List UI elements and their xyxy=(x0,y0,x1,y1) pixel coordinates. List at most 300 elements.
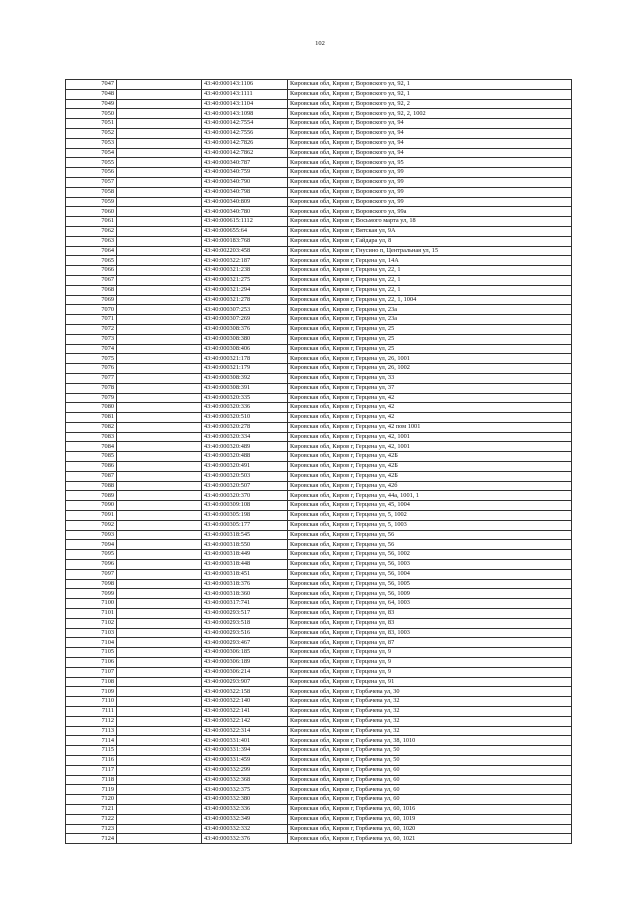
table-row xyxy=(66,109,572,119)
cadastral-number-cell: 43:40:000340:790 xyxy=(202,177,288,187)
empty-cell xyxy=(117,638,202,648)
cadastral-number-cell: 43:40:000142:7862 xyxy=(202,148,288,158)
row-number-cell: 7088 xyxy=(66,481,117,491)
cadastral-number-cell: 43:40:000322:158 xyxy=(202,687,288,697)
address-cell: Кировская обл, Киров г, Воровского ул, 99 xyxy=(288,177,572,187)
table-row xyxy=(66,236,572,246)
cadastral-number-cell: 43:40:000321:275 xyxy=(202,275,288,285)
empty-cell xyxy=(117,834,202,844)
row-number-cell: 7099 xyxy=(66,589,117,599)
empty-cell xyxy=(117,775,202,785)
cadastral-number-cell: 43:40:000655:64 xyxy=(202,226,288,236)
row-number-cell: 7078 xyxy=(66,383,117,393)
cadastral-number-cell: 43:40:000317:741 xyxy=(202,599,288,609)
table-row xyxy=(66,177,572,187)
address-cell: Кировская обл, Киров г, Горбачева ул, 60 xyxy=(288,795,572,805)
table-row xyxy=(66,403,572,413)
table-row xyxy=(66,422,572,432)
empty-cell xyxy=(117,452,202,462)
cadastral-number-cell: 43:40:000321:179 xyxy=(202,364,288,374)
cadastral-number-cell: 43:40:000340:809 xyxy=(202,197,288,207)
address-cell: Кировская обл, Киров г, Герцена ул, 42, 1001 xyxy=(288,442,572,452)
address-cell: Кировская обл, Киров г, Горбачева ул, 32 xyxy=(288,726,572,736)
address-cell: Кировская обл, Киров г, Герцена ул, 42 xyxy=(288,403,572,413)
table-row xyxy=(66,667,572,677)
cadastral-number-cell: 43:40:000320:278 xyxy=(202,422,288,432)
empty-cell xyxy=(117,550,202,560)
table-row xyxy=(66,285,572,295)
cadastral-number-cell: 43:40:000308:391 xyxy=(202,383,288,393)
address-cell: Кировская обл, Киров г, Герцена ул, 42Б xyxy=(288,471,572,481)
empty-cell xyxy=(117,442,202,452)
table-row xyxy=(66,452,572,462)
table-row xyxy=(66,393,572,403)
cadastral-number-cell: 43:40:000320:503 xyxy=(202,471,288,481)
address-cell: Кировская обл, Киров г, Герцена ул, 42Б xyxy=(288,462,572,472)
address-cell: Кировская обл, Киров г, Герцена ул, 5, 1003 xyxy=(288,520,572,530)
table-row xyxy=(66,658,572,668)
row-number-cell: 7111 xyxy=(66,707,117,717)
table-row xyxy=(66,755,572,765)
table-row xyxy=(66,148,572,158)
table-row xyxy=(66,217,572,227)
empty-cell xyxy=(117,785,202,795)
empty-cell xyxy=(117,795,202,805)
row-number-cell: 7059 xyxy=(66,197,117,207)
row-number-cell: 7073 xyxy=(66,334,117,344)
table-row xyxy=(66,315,572,325)
row-number-cell: 7067 xyxy=(66,275,117,285)
address-cell: Кировская обл, Киров г, Герцена ул, 42 пом 1001 xyxy=(288,422,572,432)
cadastral-number-cell: 43:40:000308:376 xyxy=(202,324,288,334)
empty-cell xyxy=(117,746,202,756)
address-cell: Кировская обл, Киров г, Герцена ул, 25 xyxy=(288,334,572,344)
empty-cell xyxy=(117,589,202,599)
row-number-cell: 7090 xyxy=(66,501,117,511)
address-cell: Кировская обл, Киров г, Воровского ул, 94 xyxy=(288,148,572,158)
table-row xyxy=(66,569,572,579)
cadastral-number-cell: 43:40:000320:336 xyxy=(202,403,288,413)
address-cell: Кировская обл, Киров г, Горбачева ул, 60, 1019 xyxy=(288,814,572,824)
cadastral-number-cell: 43:40:000318:448 xyxy=(202,560,288,570)
cadastral-number-cell: 43:40:000306:214 xyxy=(202,667,288,677)
cadastral-number-cell: 43:40:000332:299 xyxy=(202,765,288,775)
table-row xyxy=(66,795,572,805)
address-cell: Кировская обл, Киров г, Герцена ул, 5, 1002 xyxy=(288,511,572,521)
address-cell: Кировская обл, Киров г, Горбачева ул, 32 xyxy=(288,716,572,726)
empty-cell xyxy=(117,177,202,187)
empty-cell xyxy=(117,89,202,99)
table-row xyxy=(66,197,572,207)
table-row xyxy=(66,207,572,217)
empty-cell xyxy=(117,285,202,295)
empty-cell xyxy=(117,481,202,491)
table-row xyxy=(66,579,572,589)
cadastral-number-cell: 43:40:000308:392 xyxy=(202,373,288,383)
address-cell: Кировская обл, Киров г, Герцена ул, 56 xyxy=(288,530,572,540)
address-cell: Кировская обл, Киров г, Горбачева ул, 60 xyxy=(288,775,572,785)
cadastral-number-cell: 43:40:000322:187 xyxy=(202,256,288,266)
row-number-cell: 7102 xyxy=(66,618,117,628)
empty-cell xyxy=(117,736,202,746)
address-cell: Кировская обл, Киров г, Горбачева ул, 50 xyxy=(288,755,572,765)
address-cell: Кировская обл, Киров г, Герцена ул, 23а xyxy=(288,305,572,315)
row-number-cell: 7114 xyxy=(66,736,117,746)
empty-cell xyxy=(117,628,202,638)
cadastral-number-cell: 43:40:000320:335 xyxy=(202,393,288,403)
table-row xyxy=(66,765,572,775)
table-row xyxy=(66,334,572,344)
row-number-cell: 7122 xyxy=(66,814,117,824)
address-cell: Кировская обл, Киров г, Воровского ул, 92, 1 xyxy=(288,89,572,99)
row-number-cell: 7115 xyxy=(66,746,117,756)
empty-cell xyxy=(117,393,202,403)
address-cell: Кировская обл, Киров г, Герцена ул, 22, 1 xyxy=(288,266,572,276)
row-number-cell: 7107 xyxy=(66,667,117,677)
empty-cell xyxy=(117,726,202,736)
empty-cell xyxy=(117,814,202,824)
cadastral-number-cell: 43:40:000332:332 xyxy=(202,824,288,834)
row-number-cell: 7109 xyxy=(66,687,117,697)
cadastral-number-cell: 43:40:000309:108 xyxy=(202,501,288,511)
cadastral-number-cell: 43:40:000308:380 xyxy=(202,334,288,344)
empty-cell xyxy=(117,667,202,677)
table-row xyxy=(66,560,572,570)
address-cell: Кировская обл, Киров г, Воровского ул, 94 xyxy=(288,138,572,148)
empty-cell xyxy=(117,246,202,256)
table-row xyxy=(66,599,572,609)
row-number-cell: 7119 xyxy=(66,785,117,795)
address-cell: Кировская обл, Киров г, Герцена ул, 9 xyxy=(288,648,572,658)
empty-cell xyxy=(117,511,202,521)
row-number-cell: 7071 xyxy=(66,315,117,325)
row-number-cell: 7124 xyxy=(66,834,117,844)
row-number-cell: 7095 xyxy=(66,550,117,560)
cadastral-number-cell: 43:40:000307:253 xyxy=(202,305,288,315)
cadastral-number-cell: 43:40:000306:189 xyxy=(202,658,288,668)
cadastral-number-cell: 43:40:000320:510 xyxy=(202,413,288,423)
empty-cell xyxy=(117,256,202,266)
address-cell: Кировская обл, Киров г, Герцена ул, 56, 1004 xyxy=(288,569,572,579)
row-number-cell: 7108 xyxy=(66,677,117,687)
address-cell: Кировская обл, Киров г, Горбачева ул, 60, 1020 xyxy=(288,824,572,834)
address-cell: Кировская обл, Киров г, Герцена ул, 87 xyxy=(288,638,572,648)
row-number-cell: 7086 xyxy=(66,462,117,472)
address-cell: Кировская обл, Киров г, Герцена ул, 26, 1001 xyxy=(288,354,572,364)
row-number-cell: 7100 xyxy=(66,599,117,609)
row-number-cell: 7062 xyxy=(66,226,117,236)
row-number-cell: 7082 xyxy=(66,422,117,432)
row-number-cell: 7056 xyxy=(66,168,117,178)
address-cell: Кировская обл, Киров г, Горбачева ул, 30 xyxy=(288,687,572,697)
row-number-cell: 7092 xyxy=(66,520,117,530)
address-cell: Кировская обл, Киров г, Герцена ул, 26, 1002 xyxy=(288,364,572,374)
empty-cell xyxy=(117,530,202,540)
row-number-cell: 7094 xyxy=(66,540,117,550)
cadastral-number-cell: 43:40:000305:198 xyxy=(202,511,288,521)
cadastral-number-cell: 43:40:000332:336 xyxy=(202,804,288,814)
empty-cell xyxy=(117,128,202,138)
address-cell: Кировская обл, Киров г, Герцена ул, 42 xyxy=(288,413,572,423)
row-number-cell: 7110 xyxy=(66,697,117,707)
address-cell: Кировская обл, Киров г, Герцена ул, 56, 1005 xyxy=(288,579,572,589)
cadastral-number-cell: 43:40:000306:185 xyxy=(202,648,288,658)
empty-cell xyxy=(117,569,202,579)
row-number-cell: 7123 xyxy=(66,824,117,834)
table-row xyxy=(66,158,572,168)
row-number-cell: 7057 xyxy=(66,177,117,187)
row-number-cell: 7068 xyxy=(66,285,117,295)
row-number-cell: 7063 xyxy=(66,236,117,246)
address-cell: Кировская обл, Киров г, Воровского ул, 92, 2, 1002 xyxy=(288,109,572,119)
empty-cell xyxy=(117,716,202,726)
address-cell: Кировская обл, Киров г, Горбачева ул, 60 xyxy=(288,765,572,775)
cadastral-number-cell: 43:40:000142:7826 xyxy=(202,138,288,148)
empty-cell xyxy=(117,168,202,178)
cadastral-number-cell: 43:40:000322:142 xyxy=(202,716,288,726)
address-cell: Кировская обл, Киров г, Герцена ул, 45, 1004 xyxy=(288,501,572,511)
address-cell: Кировская обл, Киров г, Горбачева ул, 60 xyxy=(288,785,572,795)
table-row xyxy=(66,648,572,658)
address-cell: Кировская обл, Киров г, Воровского ул, 99 xyxy=(288,197,572,207)
table-row xyxy=(66,413,572,423)
address-cell: Кировская обл, Киров г, Горбачева ул, 50 xyxy=(288,746,572,756)
table-row xyxy=(66,364,572,374)
empty-cell xyxy=(117,305,202,315)
row-number-cell: 7116 xyxy=(66,755,117,765)
table-row xyxy=(66,804,572,814)
address-cell: Кировская обл, Киров г, Горбачева ул, 32 xyxy=(288,707,572,717)
empty-cell xyxy=(117,354,202,364)
empty-cell xyxy=(117,687,202,697)
empty-cell xyxy=(117,618,202,628)
table-row xyxy=(66,442,572,452)
empty-cell xyxy=(117,315,202,325)
table-row xyxy=(66,520,572,530)
empty-cell xyxy=(117,765,202,775)
address-cell: Кировская обл, Киров г, Гайдара ул, 8 xyxy=(288,236,572,246)
cadastral-number-cell: 43:40:000340:798 xyxy=(202,187,288,197)
table-row xyxy=(66,305,572,315)
cadastral-number-cell: 43:40:000321:238 xyxy=(202,266,288,276)
empty-cell xyxy=(117,471,202,481)
table-row xyxy=(66,814,572,824)
empty-cell xyxy=(117,648,202,658)
cadastral-number-cell: 43:40:000320:489 xyxy=(202,442,288,452)
page-number: 102 xyxy=(315,40,325,47)
empty-cell xyxy=(117,383,202,393)
address-cell: Кировская обл, Киров г, Герцена ул, 42Б xyxy=(288,452,572,462)
address-cell: Кировская обл, Киров г, Герцена ул, 56, 1002 xyxy=(288,550,572,560)
cadastral-number-cell: 43:40:000332:349 xyxy=(202,814,288,824)
cadastral-number-cell: 43:40:000340:759 xyxy=(202,168,288,178)
row-number-cell: 7101 xyxy=(66,609,117,619)
address-cell: Кировская обл, Киров г, Воровского ул, 94 xyxy=(288,119,572,129)
table-row xyxy=(66,687,572,697)
empty-cell xyxy=(117,295,202,305)
cadastral-number-cell: 43:40:000143:1111 xyxy=(202,89,288,99)
cadastral-number-cell: 43:40:000320:370 xyxy=(202,491,288,501)
empty-cell xyxy=(117,148,202,158)
cadastral-number-cell: 43:40:000293:467 xyxy=(202,638,288,648)
address-cell: Кировская обл, Киров г, Герцена ул, 42, 1001 xyxy=(288,432,572,442)
address-cell: Кировская обл, Киров г, Герцена ул, 22, 1 xyxy=(288,275,572,285)
table-row xyxy=(66,373,572,383)
empty-cell xyxy=(117,609,202,619)
row-number-cell: 7064 xyxy=(66,246,117,256)
cadastral-number-cell: 43:40:000305:177 xyxy=(202,520,288,530)
table-row xyxy=(66,726,572,736)
address-cell: Кировская обл, Киров г, Герцена ул, 56, 1003 xyxy=(288,560,572,570)
table-row xyxy=(66,481,572,491)
row-number-cell: 7103 xyxy=(66,628,117,638)
table-row xyxy=(66,707,572,717)
row-number-cell: 7113 xyxy=(66,726,117,736)
row-number-cell: 7084 xyxy=(66,442,117,452)
address-cell: Кировская обл, Киров г, Герцена ул, 42 xyxy=(288,393,572,403)
empty-cell xyxy=(117,266,202,276)
row-number-cell: 7070 xyxy=(66,305,117,315)
address-cell: Кировская обл, Киров г, Герцена ул, 9 xyxy=(288,667,572,677)
table-row xyxy=(66,128,572,138)
table-row xyxy=(66,609,572,619)
row-number-cell: 7081 xyxy=(66,413,117,423)
address-cell: Кировская обл, Киров г, Герцена ул, 83 xyxy=(288,618,572,628)
table-row xyxy=(66,266,572,276)
row-number-cell: 7083 xyxy=(66,432,117,442)
table-row xyxy=(66,716,572,726)
cadastral-number-cell: 43:40:000331:394 xyxy=(202,746,288,756)
empty-cell xyxy=(117,334,202,344)
cadastral-number-cell: 43:40:000293:517 xyxy=(202,609,288,619)
empty-cell xyxy=(117,579,202,589)
row-number-cell: 7055 xyxy=(66,158,117,168)
address-cell: Кировская обл, Киров г, Воровского ул, 99 xyxy=(288,168,572,178)
row-number-cell: 7079 xyxy=(66,393,117,403)
address-cell: Кировская обл, Киров г, Герцена ул, 64, 1003 xyxy=(288,599,572,609)
cadastral-number-cell: 43:40:000318:545 xyxy=(202,530,288,540)
row-number-cell: 7048 xyxy=(66,89,117,99)
table-row xyxy=(66,119,572,129)
cadastral-number-cell: 43:40:000320:334 xyxy=(202,432,288,442)
registry-table-body xyxy=(66,80,572,844)
cadastral-number-cell: 43:40:000143:1104 xyxy=(202,99,288,109)
row-number-cell: 7089 xyxy=(66,491,117,501)
table-row xyxy=(66,834,572,844)
address-cell: Кировская обл, Киров г, Герцена ул, 91 xyxy=(288,677,572,687)
empty-cell xyxy=(117,540,202,550)
address-cell: Кировская обл, Киров г, Восьмого марта ул, 18 xyxy=(288,217,572,227)
address-cell: Кировская обл, Киров г, Герцена ул, 44а, 1001, 1 xyxy=(288,491,572,501)
cadastral-number-cell: 43:40:000332:380 xyxy=(202,795,288,805)
row-number-cell: 7075 xyxy=(66,354,117,364)
row-number-cell: 7087 xyxy=(66,471,117,481)
empty-cell xyxy=(117,324,202,334)
address-cell: Кировская обл, Киров г, Герцена ул, 56, 1009 xyxy=(288,589,572,599)
row-number-cell: 7047 xyxy=(66,80,117,90)
empty-cell xyxy=(117,364,202,374)
empty-cell xyxy=(117,422,202,432)
table-row xyxy=(66,618,572,628)
table-row xyxy=(66,432,572,442)
table-row xyxy=(66,775,572,785)
row-number-cell: 7077 xyxy=(66,373,117,383)
address-cell: Кировская обл, Киров г, Герцена ул, 56 xyxy=(288,540,572,550)
address-cell: Кировская обл, Киров г, Герцена ул, 25 xyxy=(288,324,572,334)
empty-cell xyxy=(117,501,202,511)
cadastral-number-cell: 43:40:000332:375 xyxy=(202,785,288,795)
cadastral-number-cell: 43:40:000318:449 xyxy=(202,550,288,560)
table-row xyxy=(66,89,572,99)
row-number-cell: 7053 xyxy=(66,138,117,148)
address-cell: Кировская обл, Киров г, Горбачева ул, 38, 1010 xyxy=(288,736,572,746)
row-number-cell: 7065 xyxy=(66,256,117,266)
row-number-cell: 7106 xyxy=(66,658,117,668)
empty-cell xyxy=(117,187,202,197)
table-row xyxy=(66,99,572,109)
row-number-cell: 7105 xyxy=(66,648,117,658)
cadastral-number-cell: 43:40:000320:507 xyxy=(202,481,288,491)
row-number-cell: 7080 xyxy=(66,403,117,413)
row-number-cell: 7120 xyxy=(66,795,117,805)
row-number-cell: 7112 xyxy=(66,716,117,726)
address-cell: Кировская обл, Киров г, Гнусино п, Центральная ул, 15 xyxy=(288,246,572,256)
address-cell: Кировская обл, Киров г, Воровского ул, 99а xyxy=(288,207,572,217)
table-row xyxy=(66,295,572,305)
cadastral-number-cell: 43:40:000321:278 xyxy=(202,295,288,305)
table-row xyxy=(66,383,572,393)
row-number-cell: 7050 xyxy=(66,109,117,119)
cadastral-number-cell: 43:40:000293:907 xyxy=(202,677,288,687)
table-row xyxy=(66,138,572,148)
cadastral-number-cell: 43:40:002203:458 xyxy=(202,246,288,256)
empty-cell xyxy=(117,520,202,530)
address-cell: Кировская обл, Киров г, Воровского ул, 94 xyxy=(288,128,572,138)
row-number-cell: 7051 xyxy=(66,119,117,129)
table-row xyxy=(66,226,572,236)
empty-cell xyxy=(117,226,202,236)
address-cell: Кировская обл, Киров г, Герцена ул, 25 xyxy=(288,344,572,354)
address-cell: Кировская обл, Киров г, Горбачева ул, 32 xyxy=(288,697,572,707)
table-row xyxy=(66,471,572,481)
empty-cell xyxy=(117,109,202,119)
table-row xyxy=(66,638,572,648)
table-row xyxy=(66,168,572,178)
table-row xyxy=(66,501,572,511)
address-cell: Кировская обл, Киров г, Герцена ул, 42б xyxy=(288,481,572,491)
cadastral-number-cell: 43:40:000142:7556 xyxy=(202,128,288,138)
table-row xyxy=(66,677,572,687)
empty-cell xyxy=(117,462,202,472)
cadastral-number-cell: 43:40:000331:401 xyxy=(202,736,288,746)
table-row xyxy=(66,628,572,638)
row-number-cell: 7058 xyxy=(66,187,117,197)
address-cell: Кировская обл, Киров г, Герцена ул, 37 xyxy=(288,383,572,393)
empty-cell xyxy=(117,755,202,765)
empty-cell xyxy=(117,804,202,814)
table-row xyxy=(66,530,572,540)
row-number-cell: 7096 xyxy=(66,560,117,570)
table-row xyxy=(66,80,572,90)
row-number-cell: 7072 xyxy=(66,324,117,334)
table-row xyxy=(66,785,572,795)
cadastral-number-cell: 43:40:000318:360 xyxy=(202,589,288,599)
row-number-cell: 7076 xyxy=(66,364,117,374)
cadastral-number-cell: 43:40:000615:1112 xyxy=(202,217,288,227)
row-number-cell: 7093 xyxy=(66,530,117,540)
cadastral-number-cell: 43:40:000318:550 xyxy=(202,540,288,550)
row-number-cell: 7061 xyxy=(66,217,117,227)
